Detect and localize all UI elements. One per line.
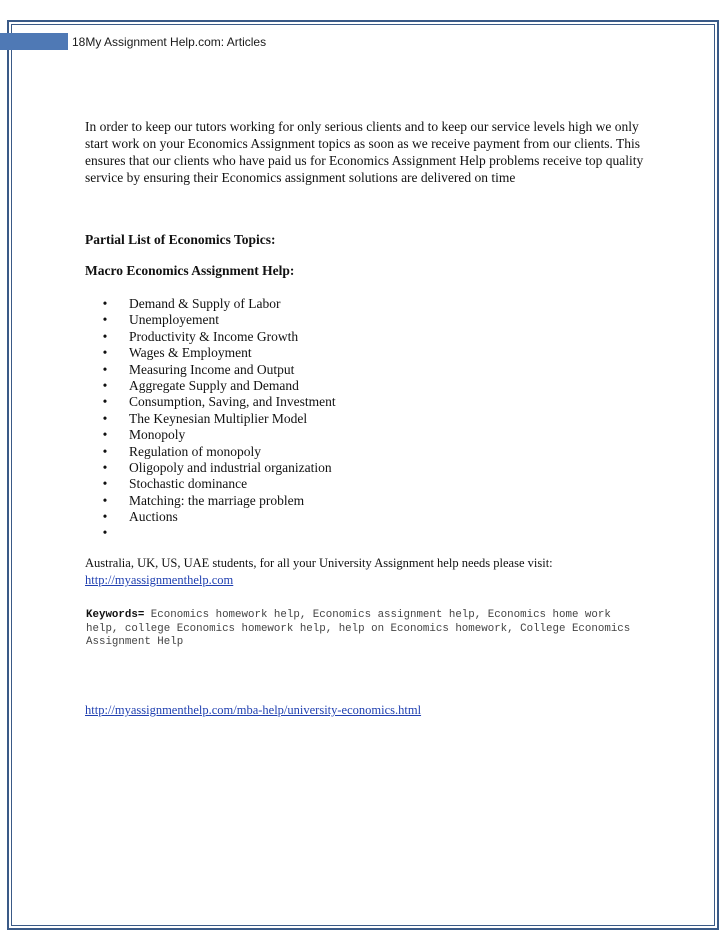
list-item — [100, 509, 336, 525]
list-item-text: Aggregate Supply and Demand — [129, 377, 299, 393]
bullet-icon: • — [102, 443, 108, 459]
economics-page-link[interactable]: http://myassignmenthelp.com/mba-help/university-economics.html — [85, 703, 422, 717]
list-item — [100, 525, 336, 541]
bullet-icon: • — [102, 476, 108, 492]
bullet-icon: • — [102, 377, 108, 393]
bullet-icon: • — [102, 525, 108, 541]
visit-text: Australia, UK, US, UAE students, for all your University Assignment help needs please visit: — [85, 556, 553, 570]
bullet-icon: • — [102, 492, 108, 508]
site-link[interactable]: http://myassignmenthelp.com — [85, 573, 234, 587]
list-item-text: The Keynesian Multiplier Model — [129, 410, 308, 426]
bullet-icon: • — [102, 427, 108, 443]
bullet-icon: • — [102, 410, 108, 426]
page-number: 18 — [72, 35, 86, 49]
bullet-icon: • — [102, 345, 108, 361]
list-item — [100, 329, 336, 345]
list-item-text: Wages & Employment — [129, 345, 252, 361]
list-item — [100, 345, 336, 361]
keywords-label: Keywords= — [86, 609, 145, 621]
bullet-icon: • — [102, 328, 108, 344]
list-item — [100, 427, 336, 443]
bullet-icon: • — [102, 459, 108, 475]
bullet-icon: • — [102, 509, 108, 525]
keywords-text: Economics homework help, Economics assignment help, Economics home work help, college Economics homework help, help on Economics homework, College Economics Assignment Help — [86, 609, 631, 648]
list-item-text: Oligopoly and industrial organization — [129, 459, 332, 475]
list-item — [100, 312, 336, 328]
list-item-text: Unemployement — [129, 312, 219, 328]
bullet-icon: • — [102, 296, 108, 311]
list-item — [100, 411, 336, 427]
list-item-text: Monopoly — [129, 427, 186, 443]
topics-list — [100, 296, 336, 542]
list-item-text: Matching: the marriage problem — [129, 492, 305, 508]
visit-block — [85, 555, 553, 589]
bullet-icon: • — [102, 394, 108, 410]
intro-paragraph — [85, 118, 645, 186]
topics-heading: Partial List of Economics Topics: — [85, 232, 276, 247]
bullet-icon: • — [102, 312, 108, 328]
list-item-text: Auctions — [129, 509, 178, 525]
list-item-text: Regulation of monopoly — [129, 443, 261, 459]
list-item-text: Productivity & Income Growth — [129, 328, 299, 344]
list-item — [100, 476, 336, 492]
list-item — [100, 460, 336, 476]
list-item — [100, 378, 336, 394]
macro-subheading: Macro Economics Assignment Help: — [85, 263, 295, 278]
list-item-text: Demand & Supply of Labor — [129, 296, 281, 311]
list-item-text: Consumption, Saving, and Investment — [129, 394, 336, 410]
list-item — [100, 296, 336, 312]
list-item-text: Stochastic dominance — [129, 476, 248, 492]
list-item — [100, 493, 336, 509]
keywords-block — [86, 609, 646, 650]
list-item — [100, 362, 336, 378]
header-accent-bar — [0, 33, 68, 50]
list-item — [100, 444, 336, 460]
page-header — [72, 34, 266, 50]
header-title: My Assignment Help.com: Articles — [85, 35, 267, 49]
list-item-text: Measuring Income and Output — [129, 361, 295, 377]
intro-text: In order to keep our tutors working for only serious clients and to keep our service levels high we only start work on your Economics Assignment topics as soon as we receive payment from our clients. This ensures that our clients who have paid us for Economics Assignment Help problems receive top quality service by ensuring their Economics assignment solutions are delivered on time — [85, 119, 644, 185]
list-item — [100, 394, 336, 410]
bullet-icon: • — [102, 361, 108, 377]
